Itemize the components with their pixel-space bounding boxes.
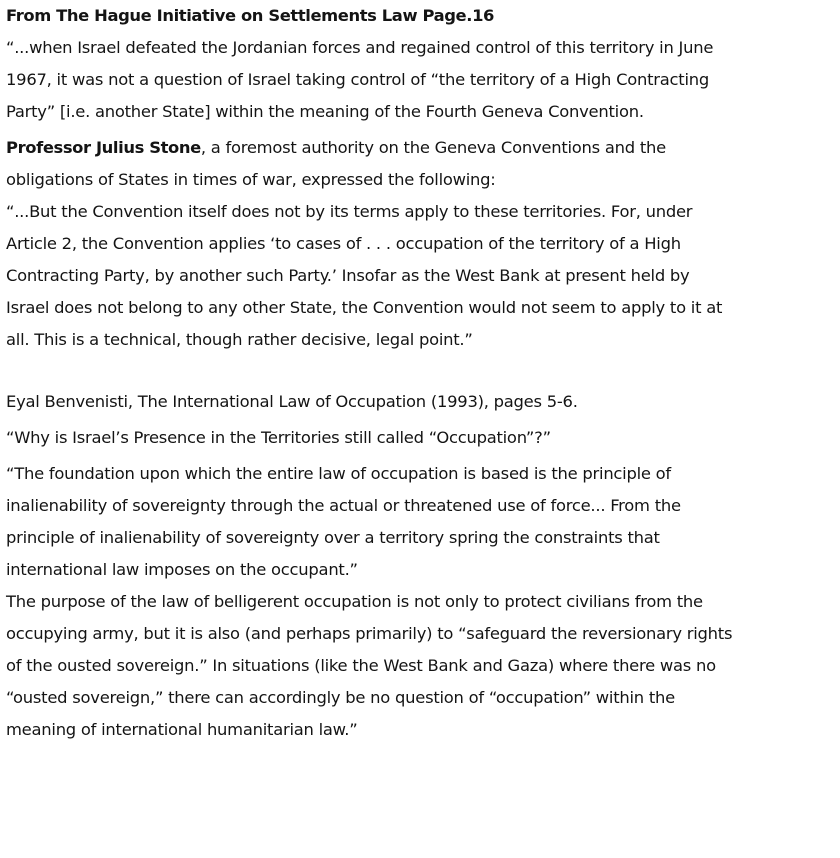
stone-intro-line — [6, 132, 834, 164]
benvenisti-line: The purpose of the law of belligerent occupation is not only to protect civilians from the — [6, 592, 703, 611]
benvenisti-question: “Why is Israel’s Presence in the Territories still called “Occupation”?” — [6, 428, 551, 447]
document-heading: From The Hague Initiative on Settlements Law Page.16 — [6, 6, 495, 25]
stone-line: Article 2, the Convention applies ‘to cases of . . . occupation of the territory of a High — [6, 234, 681, 253]
benvenisti-citation: Eyal Benvenisti, The International Law of Occupation (1993), pages 5-6. — [6, 392, 578, 411]
benvenisti-line: international law imposes on the occupant.” — [6, 560, 358, 579]
stone-intro-text: , a foremost authority on the Geneva Conventions and the — [200, 138, 666, 157]
hague-quote-paragraph — [6, 32, 834, 128]
stone-line: “...But the Convention itself does not by its terms apply to these territories. For, under — [6, 202, 693, 221]
stone-line: Contracting Party, by another such Party.’ Insofar as the West Bank at present held by — [6, 266, 690, 285]
quote-line: Party” [i.e. another State] within the meaning of the Fourth Geneva Convention. — [6, 102, 644, 121]
document-page — [6, 0, 834, 746]
stone-paragraph — [6, 132, 834, 356]
benvenisti-line: of the ousted sovereign.” In situations (like the West Bank and Gaza) where there was no — [6, 656, 716, 675]
benvenisti-line: inalienability of sovereignty through the actual or threatened use of force... From the — [6, 496, 681, 515]
author-name: Professor Julius Stone — [6, 138, 201, 157]
benvenisti-line: “The foundation upon which the entire law of occupation is based is the principle of — [6, 464, 671, 483]
benvenisti-line: “ousted sovereign,” there can accordingly be no question of “occupation” within the — [6, 688, 675, 707]
benvenisti-line: meaning of international humanitarian law.” — [6, 720, 358, 739]
benvenisti-paragraph — [6, 458, 834, 746]
quote-line: “...when Israel defeated the Jordanian forces and regained control of this territory in June — [6, 38, 714, 57]
stone-line: all. This is a technical, though rather decisive, legal point.” — [6, 330, 473, 349]
stone-line: Israel does not belong to any other State, the Convention would not seem to apply to it at — [6, 298, 723, 317]
benvenisti-line: principle of inalienability of sovereignty over a territory spring the constraints that — [6, 528, 660, 547]
stone-line: obligations of States in times of war, expressed the following: — [6, 170, 496, 189]
quote-line: 1967, it was not a question of Israel taking control of “the territory of a High Contracting — [6, 70, 709, 89]
benvenisti-line: occupying army, but it is also (and perhaps primarily) to “safeguard the reversionary rights — [6, 624, 733, 643]
